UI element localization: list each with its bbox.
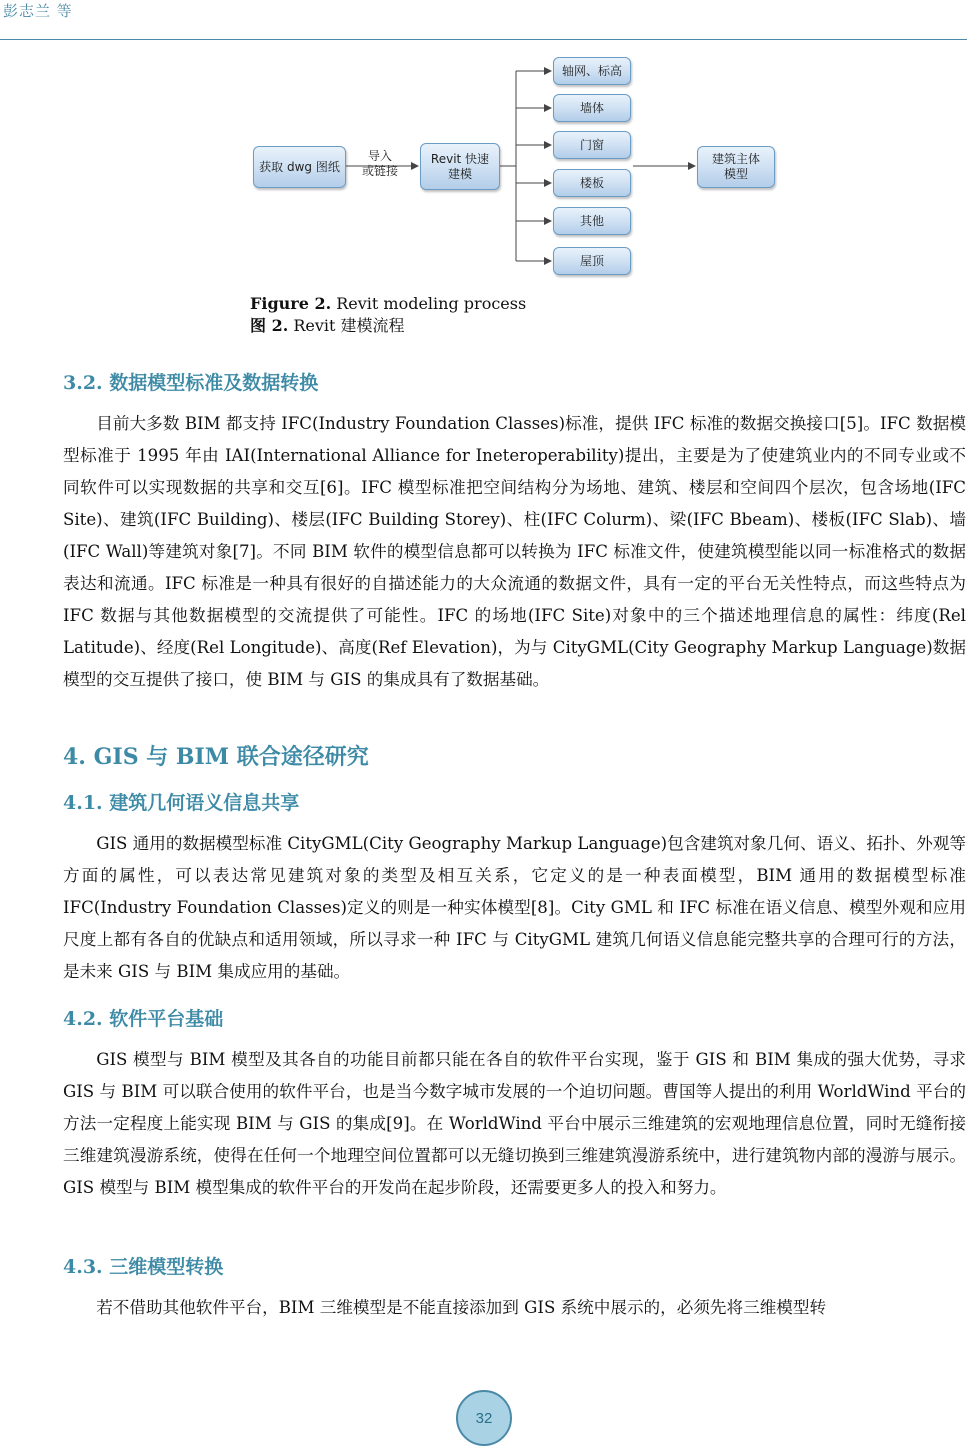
node-wall: 墙体: [553, 94, 631, 122]
caption-zh-text: Revit 建模流程: [288, 316, 405, 335]
section-4-2-paragraph: GIS 模型与 BIM 模型及其各自的功能目前都只能在各自的软件平台实现，鉴于 GIS 和 BIM 集成的强大优势，寻求 GIS 与 BIM 可以联合使用的软件平台，也是当今数字城市发展的一个迫切问题。曹国等人提出的利用 WorldWind 平台的方法一定程度上能实现 BIM 与 GIS 的集成[9]。在 WorldWind 平台中展示三维建筑的宏观地理信息位置，同时无缝衔接三维建筑漫游系统，使得在任何一个地理空间位置都可以无缝切换到三维建筑漫游系统中，进行建筑物内部的漫游与展示。GIS 模型与 BIM 模型集成的软件平台的开发尚在起步阶段，还需要更多人的投入和努力。: [63, 1050, 966, 1197]
node-floor-slab: 楼板: [553, 169, 631, 197]
running-header-author: 彭志兰 等: [3, 2, 73, 20]
section-4-3-paragraph: 若不借助其他软件平台，BIM 三维模型是不能直接添加到 GIS 系统中展示的，必须先将三维模型转: [96, 1298, 827, 1317]
section-3-2-paragraph: 目前大多数 BIM 都支持 IFC(Industry Foundation Classes)标准，提供 IFC 标准的数据交换接口[5]。IFC 数据模型标准于 1995 年由 IAI(International Alliance for Ineteroperability)提出，主要是为了使建筑业内的不同专业或不同软件可以实现数据的共享和交互[6]。IFC 模型标准把空间结构分为场地、建筑、楼层和空间四个层次，包含场地(IFC Site)、建筑(IFC Building)、楼层(IFC Building Storey)、柱(IFC Colurm)、梁(IFC Bbeam)、楼板(IFC Slab)、墙(IFC Wall)等建筑对象[7]。不同 BIM 软件的模型信息都可以转换为 IFC 标准文件，使建筑模型能以同一标准格式的数据表达和流通。IFC 标准是一种具有很好的自描述能力的大众流通的数据文件，具有一定的平台无关性特点，而这些特点为 IFC 数据与其他数据模型的交流提供了可能性。IFC 的场地(IFC Site)对象中的三个描述地理信息的属性：纬度(Rel Latitude)、经度(Rel Longitude)、高度(Ref Elevation)，为与 CityGML(City Geography Markup Language)数据模型的交互提供了接口，使 BIM 与 GIS 的集成具有了数据基础。: [63, 414, 966, 689]
section-4-3-heading: 4.3. 三维模型转换: [63, 1256, 224, 1278]
figure-2-flowchart: [0, 0, 967, 300]
caption-en-text: Revit modeling process: [331, 294, 527, 313]
section-4-1-heading: 4.1. 建筑几何语义信息共享: [63, 792, 300, 814]
page-number: 32: [456, 1390, 512, 1446]
caption-zh-label: 图 2.: [250, 316, 289, 335]
section-4-heading: 4. GIS 与 BIM 联合途径研究: [63, 744, 369, 770]
node-other: 其他: [553, 207, 631, 235]
edge-label-import-link: 导入 或链接: [361, 149, 398, 178]
section-3-2-heading: 3.2. 数据模型标准及数据转换: [63, 372, 319, 394]
node-roof: 屋顶: [553, 247, 631, 275]
node-door-window: 门窗: [553, 131, 631, 159]
section-4-2-heading: 4.2. 软件平台基础: [63, 1008, 224, 1030]
figure-caption-zh: [250, 316, 405, 336]
node-axis-level: 轴网、标高: [553, 57, 631, 85]
node-get-dwg: 获取 dwg 图纸: [253, 146, 346, 188]
section-4-1-paragraph: GIS 通用的数据模型标准 CityGML(City Geography Markup Language)包含建筑对象几何、语义、拓扑、外观等方面的属性，可以表达常见建筑对象的类型及相互关系，它定义的是一种表面模型，BIM 通用的数据模型标准 IFC(Industry Foundation Classes)定义的则是一种实体模型[8]。City GML 和 IFC 标准在语义信息、模型外观和应用尺度上都有各自的优缺点和适用领域，所以寻求一种 IFC 与 CityGML 建筑几何语义信息能完整共享的合理可行的方法，是未来 GIS 与 BIM 集成应用的基础。: [63, 834, 966, 981]
node-revit-modeling: Revit 快速 建模: [420, 143, 500, 190]
figure-caption-en: [250, 294, 526, 314]
node-building-model: 建筑主体 模型: [697, 146, 775, 188]
caption-en-label: Figure 2.: [250, 294, 332, 313]
